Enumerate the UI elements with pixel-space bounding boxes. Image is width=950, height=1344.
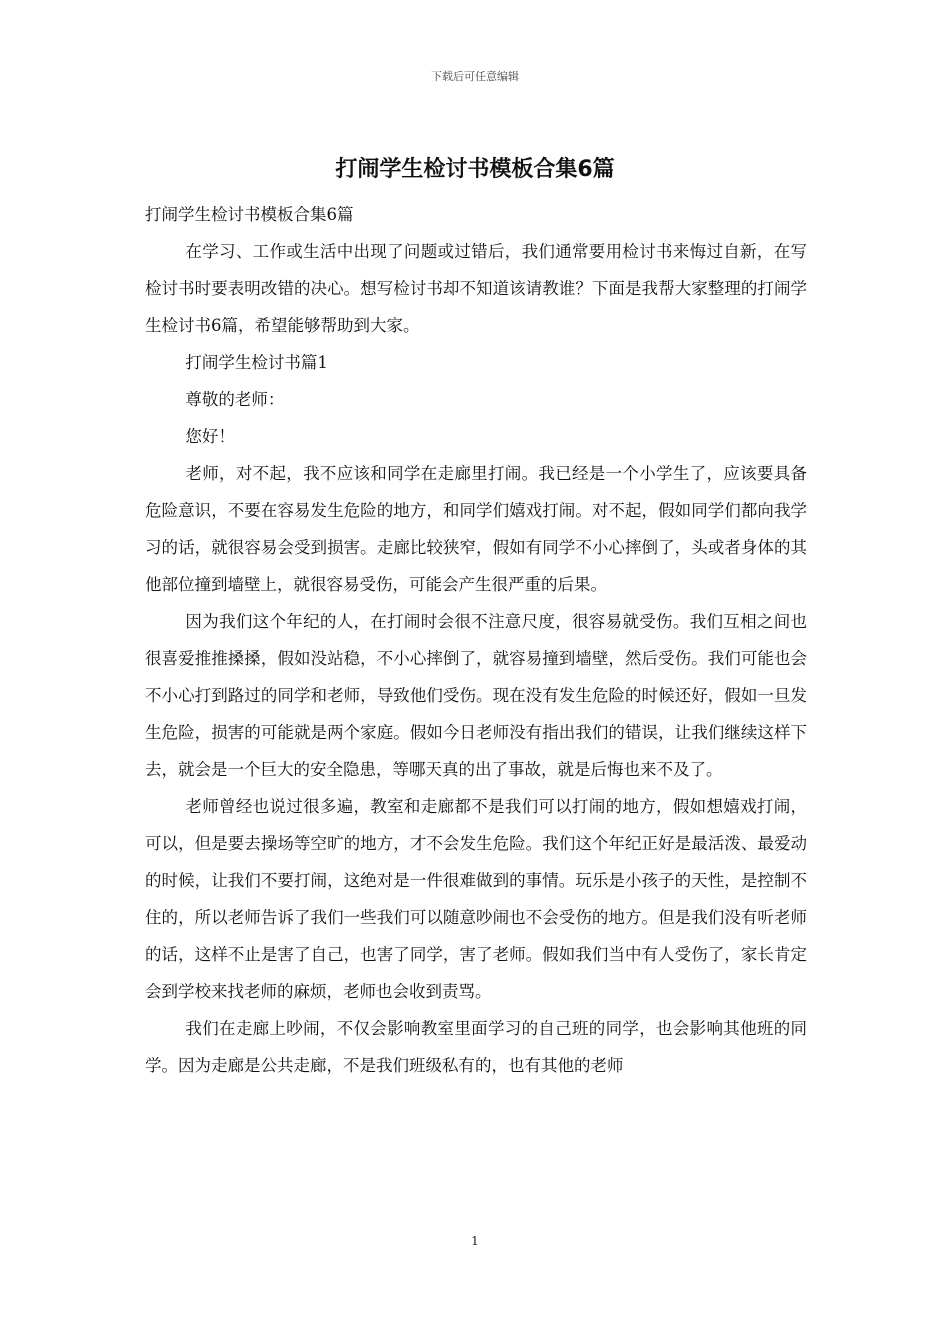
- page-header-note: 下载后可任意编辑: [431, 70, 519, 83]
- document-body: [145, 196, 807, 1084]
- body-paragraph: 老师曾经也说过很多遍，教室和走廊都不是我们可以打闹的地方，假如想嬉戏打闹，可以，但是要去操场等空旷的地方，才不会发生危险。我们这个年纪正好是最活泼、最爱动的时候，让我们不要打闹，这绝对是一件很难做到的事情。玩乐是小孩子的天性，是控制不住的，所以老师告诉了我们一些我们可以随意吵闹也不会受伤的地方。但是我们没有听老师的话，这样不止是害了自己，也害了同学，害了老师。假如我们当中有人受伤了，家长肯定会到学校来找老师的麻烦，老师也会收到责骂。: [145, 797, 807, 1001]
- section-heading: 打闹学生检讨书篇1: [185, 353, 328, 372]
- page-number: 1: [471, 1234, 479, 1248]
- document-subtitle: 打闹学生检讨书模板合集6篇: [145, 205, 354, 224]
- greeting: 您好！: [185, 427, 235, 446]
- body-paragraph: 我们在走廊上吵闹，不仅会影响教室里面学习的自己班的同学，也会影响其他班的同学。因为走廊是公共走廊，不是我们班级私有的，也有其他的老师: [145, 1019, 807, 1075]
- salutation: 尊敬的老师：: [185, 390, 285, 409]
- body-paragraph: 老师，对不起，我不应该和同学在走廊里打闹。我已经是一个小学生了，应该要具备危险意识，不要在容易发生危险的地方，和同学们嬉戏打闹。对不起，假如同学们都向我学习的话，就很容易会受到损害。走廊比较狭窄，假如有同学不小心摔倒了，头或者身体的其他部位撞到墙壁上，就很容易受伤，可能会产生很严重的后果。: [145, 464, 807, 594]
- body-paragraph: 因为我们这个年纪的人，在打闹时会很不注意尺度，很容易就受伤。我们互相之间也很喜爱推推搡搡，假如没站稳，不小心摔倒了，就容易撞到墙壁，然后受伤。我们可能也会不小心打到路过的同学和老师，导致他们受伤。现在没有发生危险的时候还好，假如一旦发生危险，损害的可能就是两个家庭。假如今日老师没有指出我们的错误，让我们继续这样下去，就会是一个巨大的安全隐患，等哪天真的出了事故，就是后悔也来不及了。: [145, 612, 807, 779]
- intro-paragraph: 在学习、工作或生活中出现了问题或过错后，我们通常要用检讨书来悔过自新，在写检讨书时要表明改错的决心。想写检讨书却不知道该请教谁？下面是我帮大家整理的打闹学生检讨书6篇，希望能够帮助到大家。: [145, 242, 807, 335]
- document-title: 打闹学生检讨书模板合集6篇: [335, 157, 615, 182]
